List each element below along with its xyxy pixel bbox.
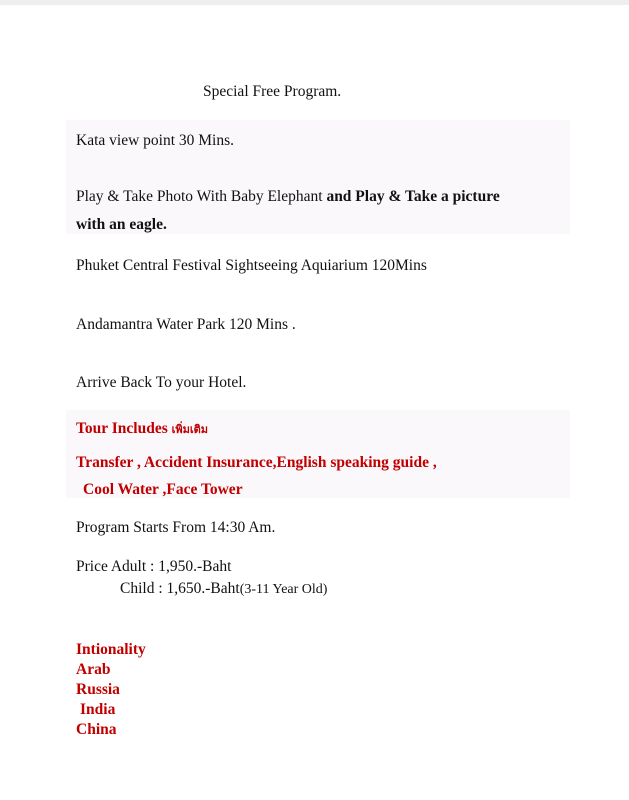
nationality-item-arab: Arab	[76, 661, 111, 678]
itinerary-item-kata: Kata view point 30 Mins.	[76, 132, 234, 149]
document-title: Special Free Program.	[203, 83, 342, 100]
itinerary-item-elephant	[76, 187, 500, 207]
eagle-text: and Play & Take a picture	[326, 188, 500, 205]
includes-heading	[76, 419, 208, 440]
nationality-heading: Intionality	[76, 641, 146, 658]
price-adult: Price Adult : 1,950.-Baht	[76, 558, 232, 575]
nationality-item-russia: Russia	[76, 681, 120, 698]
elephant-text: Play & Take Photo With Baby Elephant	[76, 188, 323, 205]
itinerary-item-eagle: with an eagle.	[76, 216, 167, 233]
nationality-item-china: China	[76, 721, 117, 738]
price-child	[120, 579, 327, 600]
price-child-note: (3-11 Year Old)	[239, 582, 328, 597]
itinerary-item-return: Arrive Back To your Hotel.	[76, 374, 247, 391]
includes-line-1: Transfer , Accident Insurance,English speaking guide ,	[76, 454, 437, 471]
top-border	[0, 0, 629, 5]
nationality-item-india: India	[80, 701, 116, 718]
itinerary-item-central: Phuket Central Festival Sightseeing Aquiarium 120Mins	[76, 257, 427, 274]
itinerary-item-waterpark: Andamantra Water Park 120 Mins .	[76, 316, 296, 333]
includes-heading-text: Tour Includes	[76, 420, 168, 437]
program-start: Program Starts From 14:30 Am.	[76, 519, 276, 536]
includes-line-2: Cool Water ,Face Tower	[83, 481, 243, 498]
includes-heading-thai: เพิ่มเติม	[171, 424, 209, 436]
price-child-text: Child : 1,650.-Baht	[120, 580, 240, 597]
